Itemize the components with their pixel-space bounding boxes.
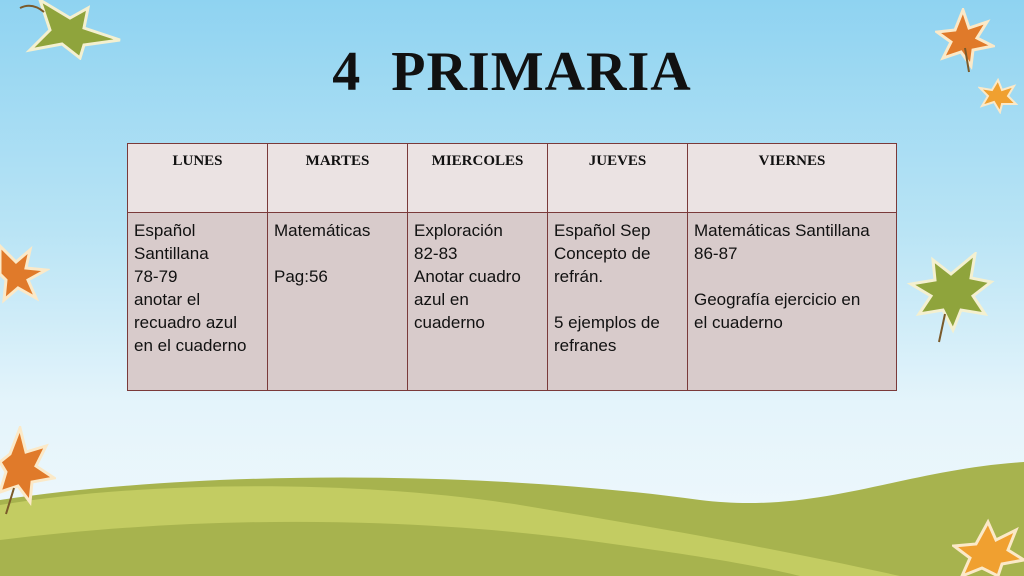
table-header-row bbox=[128, 144, 897, 213]
cell-martes: Matemáticas Pag:56 bbox=[268, 213, 408, 391]
leaf-icon bbox=[952, 518, 1024, 576]
leaf-icon bbox=[0, 426, 56, 516]
header-viernes: VIERNES bbox=[688, 144, 897, 213]
cell-miercoles: Exploración 82-83 Anotar cuadro azul en cuaderno bbox=[408, 213, 548, 391]
header-lunes: LUNES bbox=[128, 144, 268, 213]
leaf-icon bbox=[0, 240, 50, 304]
cell-jueves: Español Sep Concepto de refrán. 5 ejemplos de refranes bbox=[548, 213, 688, 391]
page-title: 4 PRIMARIA bbox=[332, 41, 692, 103]
cell-viernes: Matemáticas Santillana 86-87 Geografía ejercicio en el cuaderno bbox=[688, 213, 897, 391]
header-martes: MARTES bbox=[268, 144, 408, 213]
header-jueves: JUEVES bbox=[548, 144, 688, 213]
schedule-table bbox=[127, 143, 897, 391]
cell-lunes: Español Santillana 78-79 anotar el recuadro azul en el cuaderno bbox=[128, 213, 268, 391]
header-miercoles: MIERCOLES bbox=[408, 144, 548, 213]
leaf-icon bbox=[905, 252, 995, 344]
table-row bbox=[128, 213, 897, 391]
